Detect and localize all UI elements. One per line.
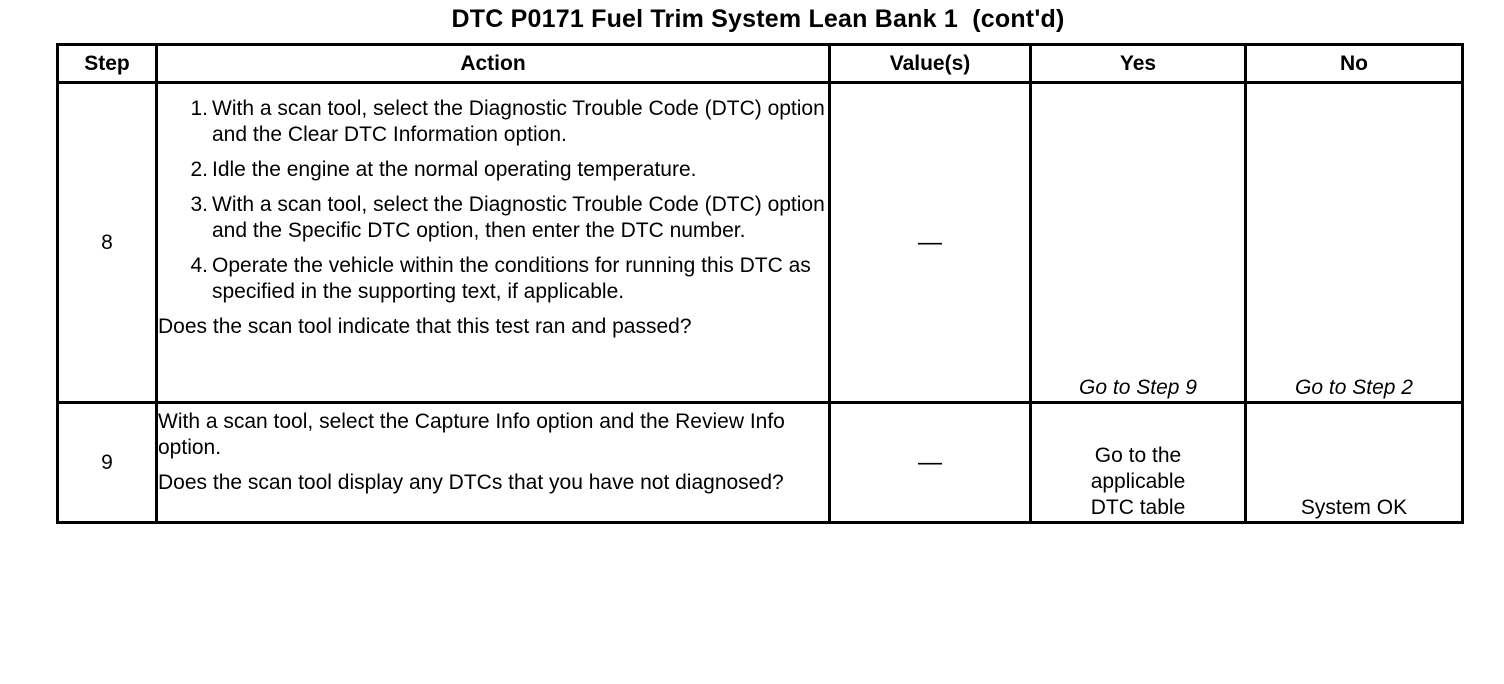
substep-number: 1.: [190, 97, 208, 120]
column-header-no: No: [1246, 45, 1463, 83]
list-item: [158, 157, 828, 183]
page-title: DTC P0171 Fuel Trim System Lean Bank 1 (cont'd): [451, 5, 1065, 33]
step-question: Does the scan tool indicate that this test ran and passed?: [158, 315, 692, 338]
column-header-step: Step: [58, 45, 157, 83]
dtc-procedure-table: [56, 43, 1464, 524]
yes-result: [1031, 403, 1246, 523]
substep-text: With a scan tool, select the Diagnostic Trouble Code (DTC) option and the Specific DTC option, then enter the DTC number.: [212, 193, 825, 242]
value-cell: —: [830, 403, 1031, 523]
step-number: 9: [58, 403, 157, 523]
yes-result: Go to Step 9: [1031, 83, 1246, 403]
no-result: System OK: [1246, 403, 1463, 523]
substep-text: Idle the engine at the normal operating temperature.: [212, 158, 697, 181]
substep-text: With a scan tool, select the Diagnostic Trouble Code (DTC) option and the Clear DTC Information option.: [212, 97, 825, 146]
yes-result-text: Go to the applicable DTC table: [1090, 444, 1186, 519]
step-question: Does the scan tool display any DTCs that you have not diagnosed?: [158, 471, 784, 494]
column-header-action: Action: [157, 45, 830, 83]
table-header-row: [58, 45, 1463, 83]
value-cell: —: [830, 83, 1031, 403]
substep-text: Operate the vehicle within the conditions for running this DTC as specified in the supporting text, if applicable.: [212, 254, 811, 303]
table-row-step-8: [58, 83, 1463, 403]
action-cell: [157, 403, 830, 523]
substep-number: 2.: [190, 158, 208, 181]
list-item: [158, 192, 828, 244]
action-cell: [157, 83, 830, 403]
list-item: [158, 253, 828, 305]
no-result: Go to Step 2: [1246, 83, 1463, 403]
substep-number: 4.: [190, 254, 208, 277]
substep-list: [158, 84, 828, 305]
step-instruction: With a scan tool, select the Capture Info option and the Review Info option.: [158, 410, 785, 459]
substep-number: 3.: [190, 193, 208, 216]
column-header-values: Value(s): [830, 45, 1031, 83]
table-row-step-9: [58, 403, 1463, 523]
column-header-yes: Yes: [1031, 45, 1246, 83]
step-number: 8: [58, 83, 157, 403]
list-item: [158, 96, 828, 148]
